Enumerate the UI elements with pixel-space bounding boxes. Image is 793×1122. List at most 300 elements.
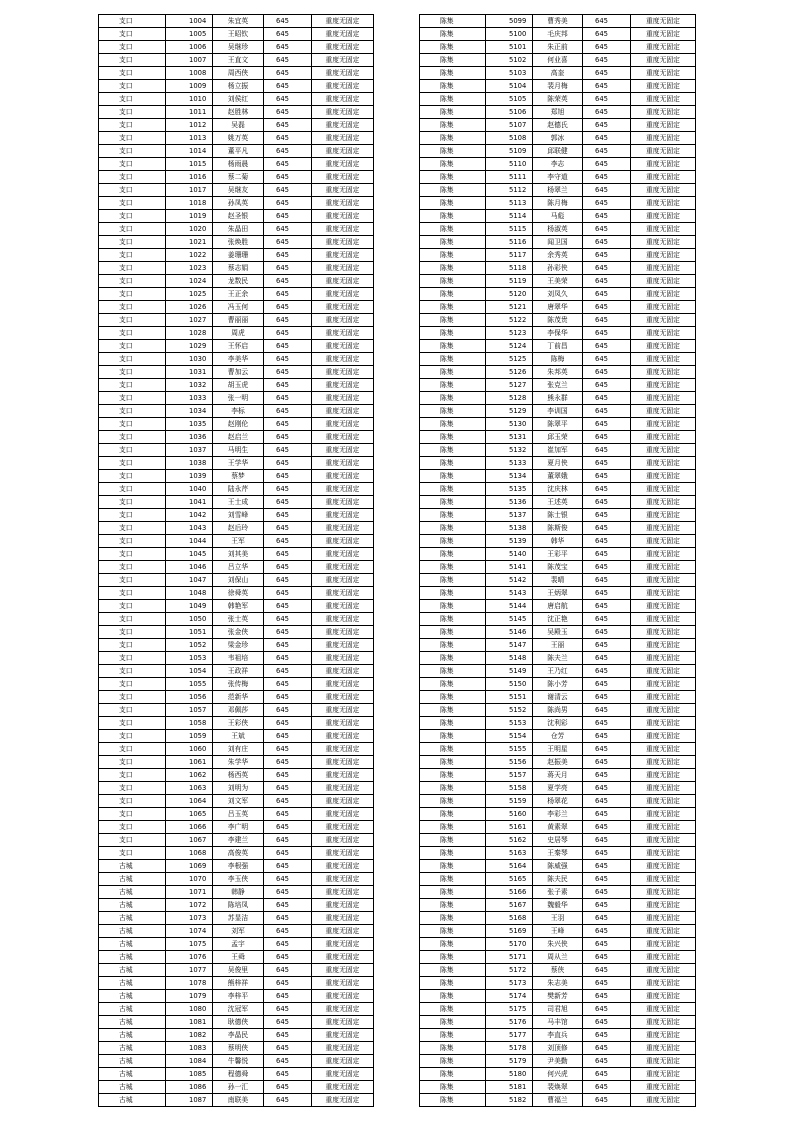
- category-cell: 重度无固定: [631, 1029, 696, 1042]
- category-cell: 重度无固定: [312, 574, 374, 587]
- category-cell: 重度无固定: [631, 756, 696, 769]
- town-cell: 支口: [99, 54, 166, 67]
- table-row: [99, 951, 374, 964]
- name-cell: 沈正艳: [533, 613, 583, 626]
- name-cell: 杨立振: [213, 80, 264, 93]
- amount-cell: 645: [583, 145, 631, 158]
- category-cell: 重度无固定: [631, 197, 696, 210]
- category-cell: 重度无固定: [312, 288, 374, 301]
- table-row: [99, 145, 374, 158]
- category-cell: 重度无固定: [631, 483, 696, 496]
- amount-cell: 645: [583, 171, 631, 184]
- town-cell: 陈集: [420, 470, 486, 483]
- town-cell: 古城: [99, 1094, 166, 1107]
- category-cell: 重度无固定: [631, 262, 696, 275]
- amount-cell: 645: [583, 184, 631, 197]
- category-cell: 重度无固定: [631, 860, 696, 873]
- category-cell: 重度无固定: [312, 548, 374, 561]
- category-cell: 重度无固定: [312, 600, 374, 613]
- name-cell: 刘侯红: [213, 93, 264, 106]
- town-cell: 支口: [99, 184, 166, 197]
- table-row: [420, 496, 696, 509]
- id-cell: 1013: [166, 132, 213, 145]
- id-cell: 5130: [486, 418, 533, 431]
- town-cell: 支口: [99, 652, 166, 665]
- town-cell: 陈集: [420, 873, 486, 886]
- name-cell: 刘军: [213, 925, 264, 938]
- category-cell: 重度无固定: [631, 327, 696, 340]
- town-cell: 支口: [99, 821, 166, 834]
- id-cell: 5109: [486, 145, 533, 158]
- town-cell: 陈集: [420, 626, 486, 639]
- id-cell: 5143: [486, 587, 533, 600]
- amount-cell: 645: [264, 951, 312, 964]
- town-cell: 陈集: [420, 288, 486, 301]
- town-cell: 陈集: [420, 171, 486, 184]
- id-cell: 5168: [486, 912, 533, 925]
- amount-cell: 645: [264, 730, 312, 743]
- table-row: [420, 145, 696, 158]
- name-cell: 蔡梦: [213, 470, 264, 483]
- table-row: [99, 600, 374, 613]
- amount-cell: 645: [583, 1016, 631, 1029]
- table-row: [99, 1068, 374, 1081]
- name-cell: 赵后玲: [213, 522, 264, 535]
- category-cell: 重度无固定: [631, 379, 696, 392]
- table-row: [99, 67, 374, 80]
- id-cell: 1081: [166, 1016, 213, 1029]
- category-cell: 重度无固定: [312, 418, 374, 431]
- table-row: [99, 1094, 374, 1107]
- town-cell: 支口: [99, 197, 166, 210]
- table-row: [99, 457, 374, 470]
- table-row: [420, 886, 696, 899]
- category-cell: 重度无固定: [631, 782, 696, 795]
- amount-cell: 645: [264, 639, 312, 652]
- amount-cell: 645: [583, 314, 631, 327]
- category-cell: 重度无固定: [312, 262, 374, 275]
- town-cell: 陈集: [420, 223, 486, 236]
- id-cell: 5159: [486, 795, 533, 808]
- table-row: [99, 431, 374, 444]
- table-row: [99, 28, 374, 41]
- left-table: [98, 14, 374, 1107]
- amount-cell: 645: [264, 1016, 312, 1029]
- category-cell: 重度无固定: [631, 834, 696, 847]
- town-cell: 陈集: [420, 1029, 486, 1042]
- id-cell: 5134: [486, 470, 533, 483]
- name-cell: 牛馨悦: [213, 1055, 264, 1068]
- town-cell: 支口: [99, 587, 166, 600]
- town-cell: 陈集: [420, 67, 486, 80]
- id-cell: 5177: [486, 1029, 533, 1042]
- name-cell: 王士成: [213, 496, 264, 509]
- table-row: [420, 756, 696, 769]
- town-cell: 陈集: [420, 184, 486, 197]
- table-row: [420, 964, 696, 977]
- category-cell: 重度无固定: [631, 548, 696, 561]
- amount-cell: 645: [264, 769, 312, 782]
- name-cell: 赵圣银: [213, 210, 264, 223]
- amount-cell: 645: [583, 67, 631, 80]
- town-cell: 陈集: [420, 327, 486, 340]
- category-cell: 重度无固定: [312, 171, 374, 184]
- table-row: [420, 834, 696, 847]
- amount-cell: 645: [264, 41, 312, 54]
- category-cell: 重度无固定: [312, 1068, 374, 1081]
- town-cell: 陈集: [420, 639, 486, 652]
- category-cell: 重度无固定: [312, 1016, 374, 1029]
- name-cell: 陈培凤: [213, 899, 264, 912]
- table-row: [420, 548, 696, 561]
- amount-cell: 645: [583, 873, 631, 886]
- town-cell: 古城: [99, 964, 166, 977]
- category-cell: 重度无固定: [631, 1068, 696, 1081]
- id-cell: 1029: [166, 340, 213, 353]
- town-cell: 支口: [99, 795, 166, 808]
- town-cell: 陈集: [420, 730, 486, 743]
- table-row: [420, 262, 696, 275]
- amount-cell: 645: [583, 132, 631, 145]
- category-cell: 重度无固定: [312, 457, 374, 470]
- amount-cell: 645: [264, 1094, 312, 1107]
- amount-cell: 645: [583, 769, 631, 782]
- town-cell: 支口: [99, 457, 166, 470]
- town-cell: 支口: [99, 236, 166, 249]
- category-cell: 重度无固定: [631, 1081, 696, 1094]
- id-cell: 5126: [486, 366, 533, 379]
- category-cell: 重度无固定: [631, 730, 696, 743]
- amount-cell: 645: [583, 912, 631, 925]
- town-cell: 陈集: [420, 600, 486, 613]
- category-cell: 重度无固定: [631, 158, 696, 171]
- amount-cell: 645: [583, 496, 631, 509]
- amount-cell: 645: [264, 1068, 312, 1081]
- town-cell: 支口: [99, 80, 166, 93]
- amount-cell: 645: [583, 236, 631, 249]
- name-cell: 邓佩莎: [213, 704, 264, 717]
- id-cell: 1069: [166, 860, 213, 873]
- town-cell: 古城: [99, 938, 166, 951]
- name-cell: 李美华: [213, 353, 264, 366]
- name-cell: 高俊英: [213, 847, 264, 860]
- id-cell: 1022: [166, 249, 213, 262]
- name-cell: 樊新芳: [533, 990, 583, 1003]
- name-cell: 吴俊里: [213, 964, 264, 977]
- category-cell: 重度无固定: [631, 821, 696, 834]
- town-cell: 支口: [99, 717, 166, 730]
- table-row: [99, 496, 374, 509]
- town-cell: 陈集: [420, 509, 486, 522]
- id-cell: 1039: [166, 470, 213, 483]
- name-cell: 姜珊珊: [213, 249, 264, 262]
- name-cell: 董平凡: [213, 145, 264, 158]
- town-cell: 陈集: [420, 106, 486, 119]
- town-cell: 陈集: [420, 977, 486, 990]
- name-cell: 王羽: [533, 912, 583, 925]
- name-cell: 李保华: [533, 327, 583, 340]
- table-row: [99, 652, 374, 665]
- category-cell: 重度无固定: [631, 314, 696, 327]
- amount-cell: 645: [583, 639, 631, 652]
- category-cell: 重度无固定: [312, 353, 374, 366]
- name-cell: 张子素: [533, 886, 583, 899]
- name-cell: 朱学华: [213, 756, 264, 769]
- town-cell: 支口: [99, 834, 166, 847]
- id-cell: 1085: [166, 1068, 213, 1081]
- id-cell: 1027: [166, 314, 213, 327]
- table-row: [420, 509, 696, 522]
- town-cell: 陈集: [420, 925, 486, 938]
- id-cell: 5138: [486, 522, 533, 535]
- category-cell: 重度无固定: [312, 184, 374, 197]
- category-cell: 重度无固定: [312, 106, 374, 119]
- id-cell: 1018: [166, 197, 213, 210]
- town-cell: 陈集: [420, 587, 486, 600]
- table-row: [99, 184, 374, 197]
- table-row: [99, 522, 374, 535]
- amount-cell: 645: [264, 977, 312, 990]
- category-cell: 重度无固定: [631, 366, 696, 379]
- town-cell: 陈集: [420, 1016, 486, 1029]
- category-cell: 重度无固定: [631, 93, 696, 106]
- category-cell: 重度无固定: [312, 1055, 374, 1068]
- amount-cell: 645: [583, 951, 631, 964]
- id-cell: 1087: [166, 1094, 213, 1107]
- town-cell: 古城: [99, 899, 166, 912]
- id-cell: 5182: [486, 1094, 533, 1107]
- amount-cell: 645: [583, 366, 631, 379]
- name-cell: 吴殿玉: [533, 626, 583, 639]
- category-cell: 重度无固定: [631, 626, 696, 639]
- town-cell: 支口: [99, 405, 166, 418]
- id-cell: 1086: [166, 1081, 213, 1094]
- name-cell: 高奎: [533, 67, 583, 80]
- town-cell: 陈集: [420, 717, 486, 730]
- id-cell: 1075: [166, 938, 213, 951]
- table-row: [420, 899, 696, 912]
- town-cell: 支口: [99, 691, 166, 704]
- category-cell: 重度无固定: [312, 665, 374, 678]
- town-cell: 支口: [99, 509, 166, 522]
- amount-cell: 645: [583, 1003, 631, 1016]
- name-cell: 王彩平: [533, 548, 583, 561]
- table-row: [99, 938, 374, 951]
- category-cell: 重度无固定: [312, 652, 374, 665]
- town-cell: 陈集: [420, 769, 486, 782]
- id-cell: 5150: [486, 678, 533, 691]
- town-cell: 陈集: [420, 340, 486, 353]
- town-cell: 古城: [99, 1055, 166, 1068]
- table-row: [420, 587, 696, 600]
- table-row: [99, 990, 374, 1003]
- amount-cell: 645: [264, 912, 312, 925]
- town-cell: 陈集: [420, 262, 486, 275]
- amount-cell: 645: [264, 704, 312, 717]
- town-cell: 支口: [99, 535, 166, 548]
- category-cell: 重度无固定: [631, 392, 696, 405]
- amount-cell: 645: [264, 834, 312, 847]
- name-cell: 赵刚伦: [213, 418, 264, 431]
- category-cell: 重度无固定: [631, 457, 696, 470]
- table-row: [420, 951, 696, 964]
- name-cell: 吕玉英: [213, 808, 264, 821]
- name-cell: 陈威强: [533, 860, 583, 873]
- id-cell: 1054: [166, 665, 213, 678]
- category-cell: 重度无固定: [631, 301, 696, 314]
- category-cell: 重度无固定: [631, 119, 696, 132]
- category-cell: 重度无固定: [312, 405, 374, 418]
- id-cell: 1012: [166, 119, 213, 132]
- category-cell: 重度无固定: [631, 28, 696, 41]
- id-cell: 1017: [166, 184, 213, 197]
- category-cell: 重度无固定: [312, 808, 374, 821]
- id-cell: 1008: [166, 67, 213, 80]
- id-cell: 5155: [486, 743, 533, 756]
- name-cell: 朱正前: [533, 41, 583, 54]
- id-cell: 5116: [486, 236, 533, 249]
- table-row: [99, 873, 374, 886]
- id-cell: 1048: [166, 587, 213, 600]
- name-cell: 刘文军: [213, 795, 264, 808]
- category-cell: 重度无固定: [312, 366, 374, 379]
- name-cell: 刘其美: [213, 548, 264, 561]
- id-cell: 5160: [486, 808, 533, 821]
- table-row: [99, 119, 374, 132]
- amount-cell: 645: [583, 197, 631, 210]
- category-cell: 重度无固定: [631, 873, 696, 886]
- table-row: [99, 535, 374, 548]
- category-cell: 重度无固定: [631, 743, 696, 756]
- id-cell: 1043: [166, 522, 213, 535]
- table-row: [99, 132, 374, 145]
- name-cell: 赵启兰: [213, 431, 264, 444]
- town-cell: 支口: [99, 314, 166, 327]
- category-cell: 重度无固定: [312, 704, 374, 717]
- name-cell: 王直文: [213, 54, 264, 67]
- town-cell: 古城: [99, 912, 166, 925]
- table-row: [99, 327, 374, 340]
- table-row: [99, 834, 374, 847]
- id-cell: 5115: [486, 223, 533, 236]
- table-row: [420, 418, 696, 431]
- category-cell: 重度无固定: [312, 756, 374, 769]
- id-cell: 5154: [486, 730, 533, 743]
- table-row: [99, 613, 374, 626]
- name-cell: 曹秀美: [533, 15, 583, 28]
- name-cell: 张金侠: [213, 626, 264, 639]
- name-cell: 李志: [533, 158, 583, 171]
- table-row: [99, 548, 374, 561]
- table-row: [420, 327, 696, 340]
- amount-cell: 645: [583, 119, 631, 132]
- amount-cell: 645: [583, 626, 631, 639]
- amount-cell: 645: [583, 730, 631, 743]
- id-cell: 1052: [166, 639, 213, 652]
- name-cell: 李建兰: [213, 834, 264, 847]
- town-cell: 支口: [99, 639, 166, 652]
- id-cell: 1070: [166, 873, 213, 886]
- name-cell: 冯玉何: [213, 301, 264, 314]
- name-cell: 陆永芹: [213, 483, 264, 496]
- town-cell: 陈集: [420, 756, 486, 769]
- amount-cell: 645: [264, 67, 312, 80]
- table-row: [420, 1003, 696, 1016]
- id-cell: 1021: [166, 236, 213, 249]
- amount-cell: 645: [583, 756, 631, 769]
- id-cell: 5149: [486, 665, 533, 678]
- category-cell: 重度无固定: [631, 522, 696, 535]
- amount-cell: 645: [264, 392, 312, 405]
- town-cell: 支口: [99, 847, 166, 860]
- id-cell: 1065: [166, 808, 213, 821]
- name-cell: 王学华: [213, 457, 264, 470]
- table-row: [99, 847, 374, 860]
- category-cell: 重度无固定: [631, 236, 696, 249]
- table-row: [99, 509, 374, 522]
- table-row: [420, 522, 696, 535]
- table-row: [420, 132, 696, 145]
- category-cell: 重度无固定: [631, 587, 696, 600]
- name-cell: 陈士银: [533, 509, 583, 522]
- category-cell: 重度无固定: [312, 587, 374, 600]
- table-row: [420, 288, 696, 301]
- name-cell: 徐舜英: [213, 587, 264, 600]
- town-cell: 支口: [99, 431, 166, 444]
- name-cell: 陈夫兰: [533, 652, 583, 665]
- table-row: [420, 392, 696, 405]
- town-cell: 支口: [99, 743, 166, 756]
- category-cell: 重度无固定: [312, 41, 374, 54]
- amount-cell: 645: [264, 470, 312, 483]
- table-row: [99, 561, 374, 574]
- table-row: [420, 41, 696, 54]
- town-cell: 支口: [99, 769, 166, 782]
- name-cell: 刘顶修: [533, 1042, 583, 1055]
- id-cell: 5128: [486, 392, 533, 405]
- town-cell: 支口: [99, 561, 166, 574]
- town-cell: 陈集: [420, 496, 486, 509]
- town-cell: 陈集: [420, 366, 486, 379]
- name-cell: 张士英: [213, 613, 264, 626]
- amount-cell: 645: [264, 821, 312, 834]
- name-cell: 夏月侠: [533, 457, 583, 470]
- table-row: [420, 795, 696, 808]
- name-cell: 崔加军: [533, 444, 583, 457]
- amount-cell: 645: [583, 522, 631, 535]
- id-cell: 1084: [166, 1055, 213, 1068]
- category-cell: 重度无固定: [631, 223, 696, 236]
- town-cell: 陈集: [420, 743, 486, 756]
- right-table-body: [420, 15, 696, 1107]
- amount-cell: 645: [583, 106, 631, 119]
- amount-cell: 645: [583, 210, 631, 223]
- table-row: [99, 860, 374, 873]
- name-cell: 吴继友: [213, 184, 264, 197]
- town-cell: 陈集: [420, 418, 486, 431]
- id-cell: 5118: [486, 262, 533, 275]
- amount-cell: 645: [264, 613, 312, 626]
- town-cell: 支口: [99, 249, 166, 262]
- table-row: [99, 912, 374, 925]
- name-cell: 李梓平: [213, 990, 264, 1003]
- name-cell: 赵胜林: [213, 106, 264, 119]
- name-cell: 孟宇: [213, 938, 264, 951]
- amount-cell: 645: [264, 210, 312, 223]
- name-cell: 唐启航: [533, 600, 583, 613]
- id-cell: 1024: [166, 275, 213, 288]
- town-cell: 陈集: [420, 1081, 486, 1094]
